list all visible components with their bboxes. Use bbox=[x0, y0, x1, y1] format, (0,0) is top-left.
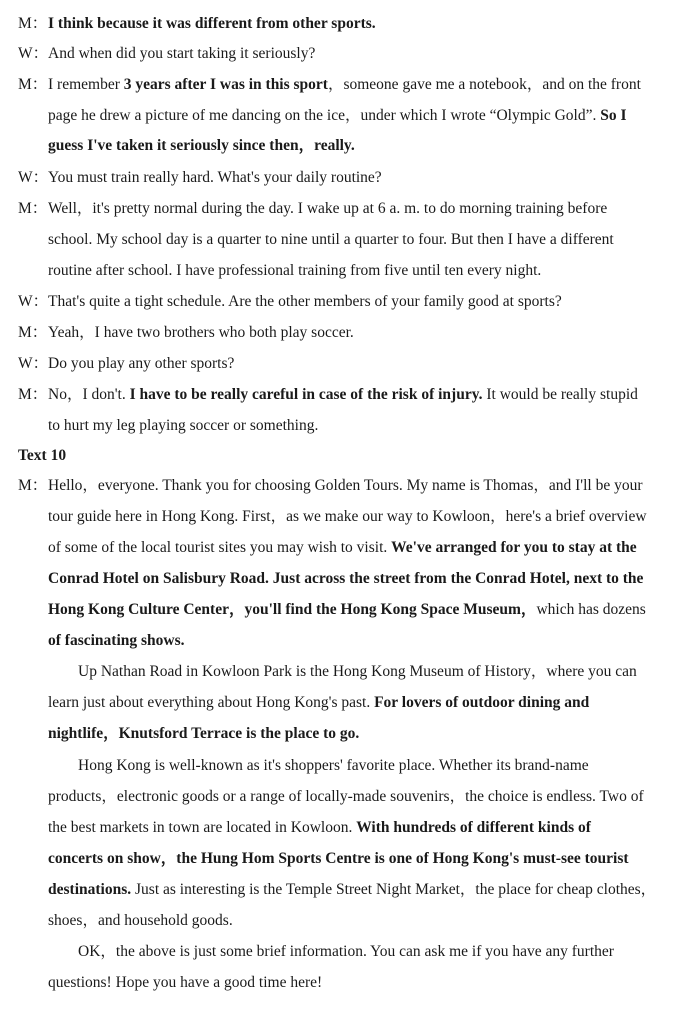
line-text bbox=[48, 693, 589, 713]
text-span: shoes，and household goods. bbox=[48, 912, 233, 929]
text-span: the best markets in town are located in Kowloon. bbox=[48, 819, 357, 836]
line-text bbox=[48, 44, 315, 64]
speaker-label: M： bbox=[18, 386, 48, 403]
speaker-label: M： bbox=[18, 324, 48, 341]
line-text bbox=[48, 230, 614, 250]
line-text bbox=[48, 323, 354, 343]
bold-text-span: Conrad Hotel on Salisbury Road. Just across the street from the Conrad Hotel, next to the bbox=[48, 570, 644, 587]
bold-text-span: concerts on show，the Hung Hom Sports Centre is one of Hong Kong's must-see tourist bbox=[48, 850, 629, 867]
text-span: Well，it's pretty normal during the day. I wake up at 6 a. m. to do morning training before bbox=[48, 200, 608, 217]
line-text bbox=[48, 416, 318, 436]
bold-text-span: We've arranged for you to stay at the bbox=[391, 539, 637, 556]
text-span: school. My school day is a quarter to nine until a quarter to four. But then I have a different bbox=[48, 231, 614, 248]
text-span: It would be really stupid bbox=[482, 386, 638, 403]
line-text bbox=[48, 292, 562, 312]
text-span: Do you play any other sports? bbox=[48, 355, 235, 372]
line-text bbox=[48, 849, 629, 869]
text-span: products，electronic goods or a range of locally-made souvenirs，the choice is endless. Two of bbox=[48, 788, 644, 805]
bold-text-span: With hundreds of different kinds of bbox=[356, 819, 591, 836]
speaker-label: W： bbox=[18, 293, 49, 310]
text-span: No，I don't. bbox=[48, 386, 130, 403]
line-text bbox=[48, 880, 656, 900]
line-text bbox=[48, 106, 626, 126]
speaker-label: M： bbox=[18, 76, 48, 93]
text-span: ，someone gave me a notebook，and on the front bbox=[327, 76, 641, 93]
section-heading: Text 10 bbox=[18, 447, 67, 464]
text-span: OK，the above is just some brief information. You can ask me if you have any further bbox=[78, 943, 614, 960]
text-span: routine after school. I have professional training from five until ten every night. bbox=[48, 262, 542, 279]
line-text bbox=[48, 538, 637, 558]
text-span: page he drew a picture of me dancing on the ice，under which I wrote “Olympic Gold”. bbox=[48, 107, 601, 124]
speaker-label: M： bbox=[18, 200, 48, 217]
text-span: Hello，everyone. Thank you for choosing Golden Tours. My name is Thomas，and I'll be your bbox=[48, 477, 643, 494]
line-text bbox=[48, 75, 641, 95]
line-text bbox=[78, 942, 614, 962]
line-text bbox=[48, 818, 591, 838]
bold-text-span: guess I've taken it seriously since then，really. bbox=[48, 137, 355, 154]
line-text bbox=[78, 756, 589, 776]
text-span: tour guide here in Hong Kong. First，as we make our way to Kowloon，here's a brief overview bbox=[48, 508, 647, 525]
text-span: And when did you start taking it seriously? bbox=[48, 45, 316, 62]
line-text bbox=[48, 354, 234, 374]
line-text bbox=[48, 385, 638, 405]
text-span: You must train really hard. What's your daily routine? bbox=[48, 169, 382, 186]
line-text bbox=[48, 199, 607, 219]
speaker-label: W： bbox=[18, 355, 49, 372]
text-span: of some of the local tourist sites you may wish to visit. bbox=[48, 539, 392, 556]
bold-text-span: So I bbox=[600, 107, 627, 124]
text-span: to hurt my leg playing soccer or something. bbox=[48, 417, 319, 434]
text-span: Hong Kong is well-known as it's shoppers' favorite place. Whether its brand-name bbox=[78, 757, 589, 774]
bold-text-span: For lovers of outdoor dining and bbox=[374, 694, 590, 711]
speaker-label: W： bbox=[18, 169, 49, 186]
speaker-label: W： bbox=[18, 45, 49, 62]
text-span: I remember bbox=[48, 76, 124, 93]
bold-text-span: of fascinating shows. bbox=[48, 632, 185, 649]
text-span: learn just about everything about Hong Kong's past. bbox=[48, 694, 375, 711]
line-text bbox=[48, 507, 647, 527]
text-span: questions! Hope you have a good time here! bbox=[48, 974, 323, 991]
line-text bbox=[48, 14, 376, 34]
line-text bbox=[48, 631, 185, 651]
text-span: Just as interesting is the Temple Street Night Market，the place for cheap clothes， bbox=[131, 881, 657, 898]
line-text bbox=[48, 973, 322, 993]
bold-text-span: I have to be really careful in case of the risk of injury. bbox=[129, 386, 483, 403]
speaker-label: M： bbox=[18, 477, 48, 494]
line-text bbox=[78, 662, 637, 682]
line-text bbox=[48, 724, 359, 744]
line-text bbox=[48, 476, 642, 496]
line-text bbox=[48, 600, 646, 620]
speaker-label: M： bbox=[18, 15, 48, 32]
line-text bbox=[48, 787, 644, 807]
bold-text-span: 3 years after I was in this sport bbox=[123, 76, 328, 93]
line-text bbox=[48, 261, 541, 281]
text-span: which has dozens bbox=[536, 601, 646, 618]
bold-text-span: Hong Kong Culture Center，you'll find the Hong Kong Space Museum， bbox=[48, 601, 537, 618]
line-text bbox=[48, 569, 643, 589]
bold-text-span: I think because it was different from other sports. bbox=[48, 15, 376, 32]
text-span: That's quite a tight schedule. Are the other members of your family good at sports? bbox=[48, 293, 562, 310]
line-text bbox=[48, 136, 355, 156]
line-text bbox=[48, 911, 233, 931]
bold-text-span: destinations. bbox=[48, 881, 132, 898]
line-text bbox=[48, 168, 382, 188]
bold-text-span: nightlife，Knutsford Terrace is the place to go. bbox=[48, 725, 360, 742]
text-span: Yeah，I have two brothers who both play soccer. bbox=[48, 324, 354, 341]
text-span: Up Nathan Road in Kowloon Park is the Hong Kong Museum of History，where you can bbox=[78, 663, 637, 680]
